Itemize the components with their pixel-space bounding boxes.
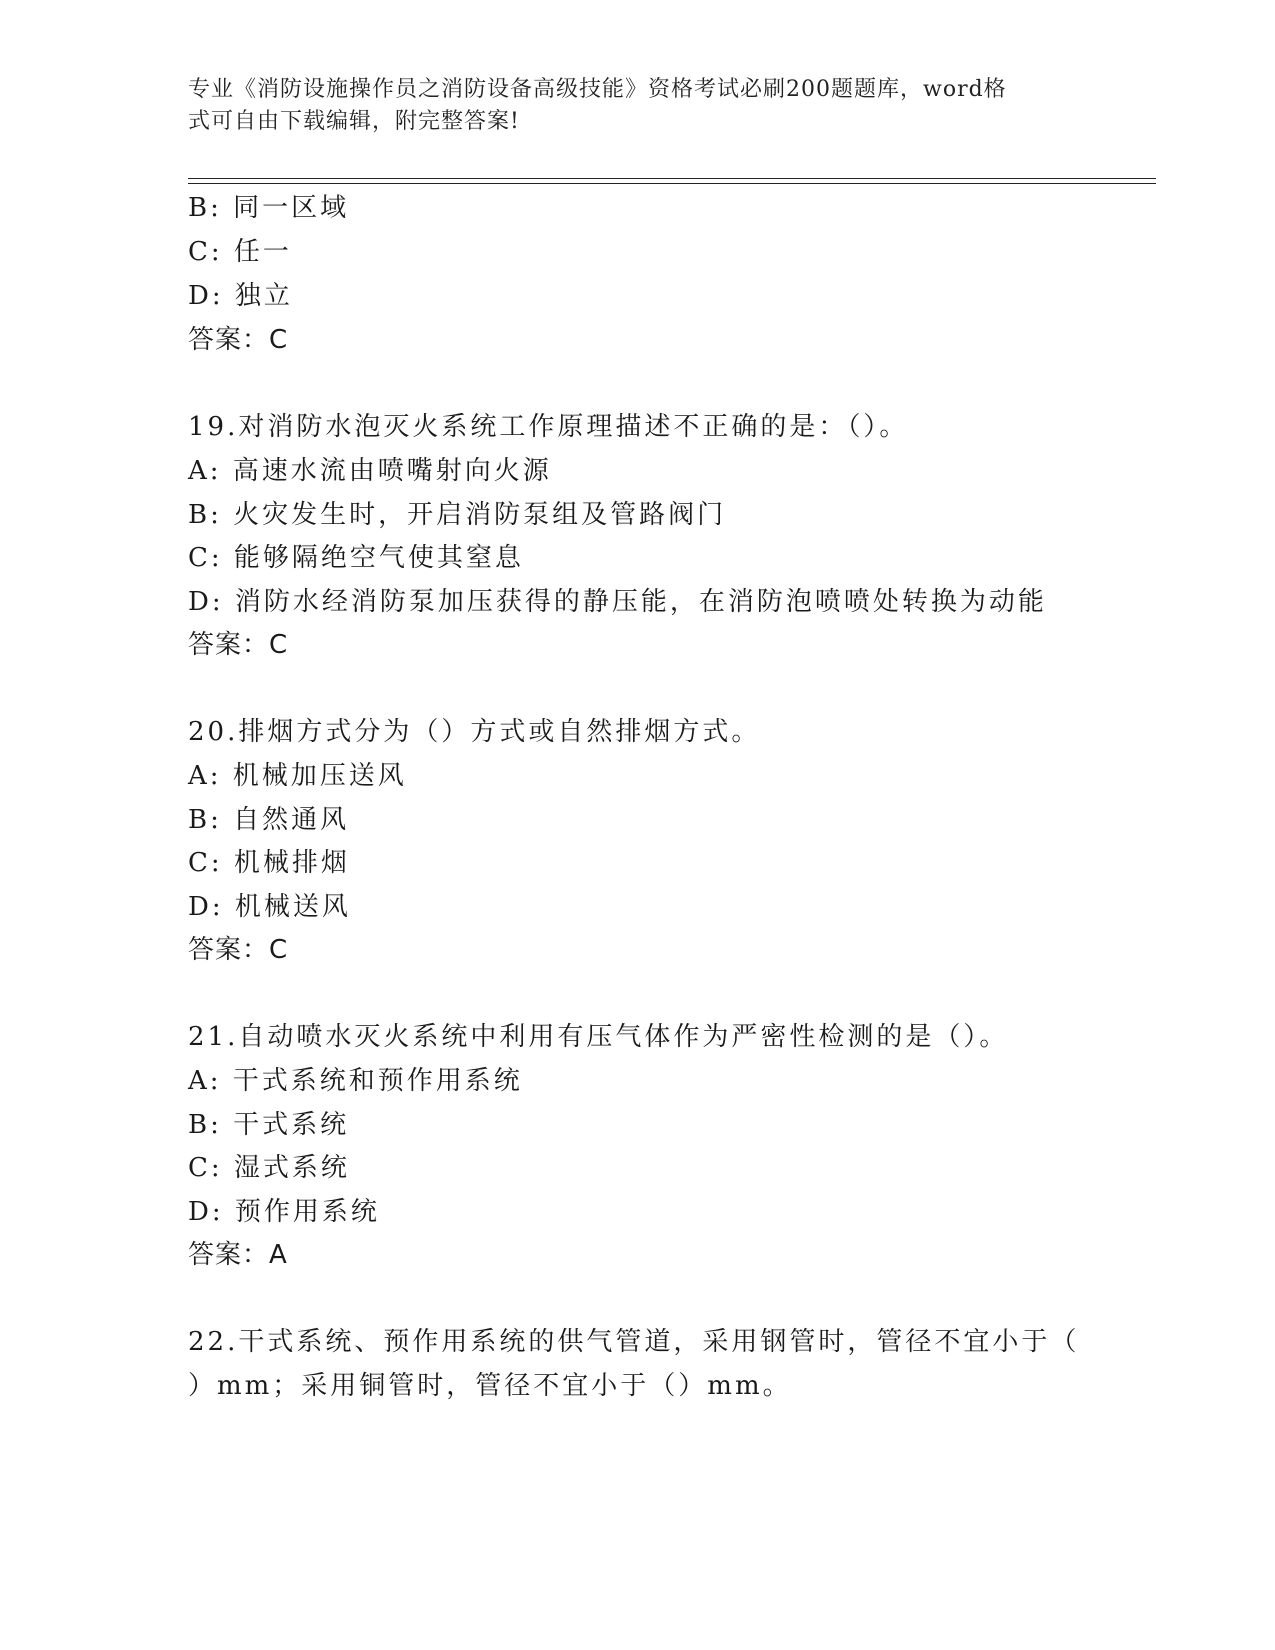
question-stem: 19.对消防水泡灭火系统工作原理描述不正确的是：（）。 bbox=[188, 412, 909, 442]
answer: 答案：C bbox=[188, 935, 289, 965]
header-line-2: 式可自由下载编辑，附完整答案! bbox=[188, 109, 520, 134]
question-stem-line-1: 22.干式系统、预作用系统的供气管道，采用钢管时，管径不宜小于（ bbox=[188, 1327, 1080, 1357]
answer: 答案：A bbox=[188, 1240, 288, 1270]
document-header bbox=[188, 74, 1088, 138]
option-c: C: 能够隔绝空气使其窒息 bbox=[188, 543, 524, 573]
option-a: A: 高速水流由喷嘴射向火源 bbox=[188, 456, 552, 486]
question-stem-line-2: ）mm；采用铜管时，管径不宜小于（）mm。 bbox=[188, 1371, 792, 1401]
option-b: B: 干式系统 bbox=[188, 1110, 350, 1140]
option-b: B: 自然通风 bbox=[188, 805, 350, 835]
header-rule-top bbox=[188, 178, 1156, 179]
option-c: C: 机械排烟 bbox=[188, 848, 350, 878]
question-stem: 20.排烟方式分为（）方式或自然排烟方式。 bbox=[188, 717, 761, 747]
option-d: D: 预作用系统 bbox=[188, 1197, 380, 1227]
answer: 答案：C bbox=[188, 630, 289, 660]
answer: 答案：C bbox=[188, 325, 289, 355]
option-c: C: 湿式系统 bbox=[188, 1153, 350, 1183]
header-rule-bottom bbox=[188, 183, 1156, 184]
header-line-1: 专业《消防设施操作员之消防设备高级技能》资格考试必刷200题题库，word格 bbox=[188, 77, 1007, 102]
option-d: D: 消防水经消防泵加压获得的静压能，在消防泡喷喷处转换为动能 bbox=[188, 587, 1047, 617]
option-d: D: 独立 bbox=[188, 281, 293, 311]
question-stem: 21.自动喷水灭火系统中利用有压气体作为严密性检测的是（）。 bbox=[188, 1022, 1009, 1052]
option-b: B: 火灾发生时，开启消防泵组及管路阀门 bbox=[188, 500, 727, 530]
option-b: B: 同一区域 bbox=[188, 193, 350, 223]
option-c: C: 任一 bbox=[188, 237, 292, 267]
option-d: D: 机械送风 bbox=[188, 892, 351, 922]
option-a: A: 干式系统和预作用系统 bbox=[188, 1066, 523, 1096]
option-a: A: 机械加压送风 bbox=[188, 761, 407, 791]
